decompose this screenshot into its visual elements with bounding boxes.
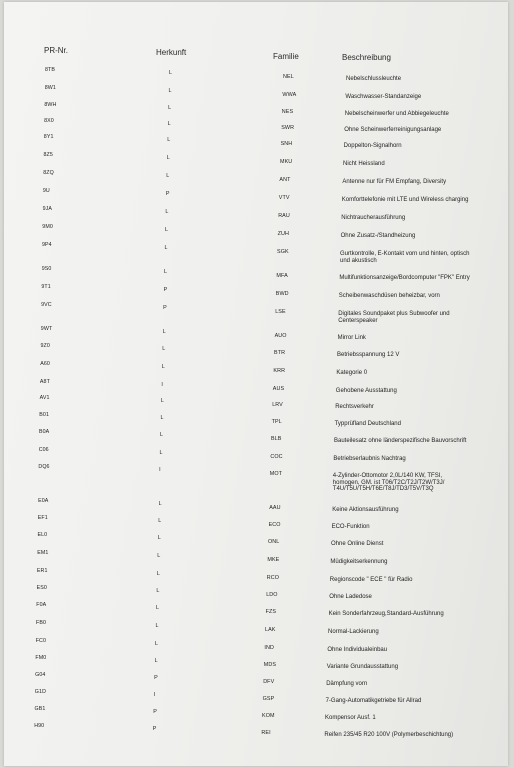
- pr-nr-cell: 8Z5: [43, 152, 53, 158]
- herkunft-cell: L: [164, 227, 168, 233]
- beschreibung-cell: ECO-Funktion: [331, 524, 370, 530]
- pr-nr-cell: 9VC: [41, 302, 52, 308]
- herkunft-cell: L: [155, 641, 159, 647]
- herkunft-cell: L: [166, 155, 170, 161]
- familie-cell: SWR: [281, 125, 295, 131]
- beschreibung-cell: Ohne Online Dienst: [331, 541, 384, 547]
- beschreibung-cell: Kompensor Ausf. 1: [325, 715, 376, 721]
- pr-nr-cell: 8Y1: [43, 134, 54, 140]
- familie-cell: DFV: [263, 679, 275, 685]
- familie-cell: FZS: [265, 609, 277, 615]
- beschreibung-cell: Ohne Zusatz-/Standheizung: [340, 233, 416, 239]
- pr-nr-cell: 9P4: [42, 242, 52, 248]
- herkunft-cell: L: [161, 364, 165, 370]
- pr-nr-cell: H90: [34, 723, 45, 729]
- pr-nr-cell: GB1: [34, 706, 46, 712]
- herkunft-cell: L: [162, 329, 166, 335]
- herkunft-cell: L: [155, 605, 159, 611]
- pr-nr-cell: F0A: [36, 602, 47, 608]
- beschreibung-cell: Antenne nur für FM Empfang, Diversity: [342, 179, 447, 185]
- familie-cell: ZUH: [277, 231, 289, 237]
- beschreibung-cell: Kein Sonderfahrzeug,Standard-Ausführung: [328, 611, 444, 617]
- familie-cell: LDO: [266, 592, 278, 598]
- familie-cell: RCO: [266, 575, 280, 581]
- beschreibung-cell: Nicht Heissland: [343, 161, 385, 167]
- beschreibung-cell: Multifunktionsanzeige/Bordcomputer "FPK" Entry: [339, 275, 470, 281]
- familie-cell: LAK: [265, 627, 276, 633]
- beschreibung-cell: Ohne Scheinwerferreinigungsanlage: [344, 127, 442, 133]
- beschreibung-cell: Gehobene Ausstattung: [335, 388, 397, 394]
- beschreibung-cell: Nebelschlussleuchte: [346, 76, 402, 82]
- herkunft-cell: L: [160, 415, 164, 421]
- pr-nr-cell: FM0: [35, 655, 47, 661]
- familie-cell: AUO: [274, 333, 287, 339]
- herkunft-cell: P: [163, 305, 167, 311]
- herkunft-cell: I: [153, 692, 156, 698]
- beschreibung-cell: Typprüfland Deutschland: [334, 421, 401, 427]
- herkunft-cell: L: [167, 137, 171, 143]
- pr-nr-cell: 8WH: [44, 102, 57, 108]
- familie-cell: KRR: [273, 368, 286, 374]
- herkunft-cell: L: [160, 398, 164, 404]
- herkunft-cell: L: [156, 571, 160, 577]
- familie-cell: NEL: [283, 74, 294, 80]
- familie-cell: MKU: [280, 159, 293, 165]
- familie-cell: AUS: [272, 386, 285, 392]
- herkunft-cell: L: [168, 105, 172, 111]
- familie-cell: WWA: [282, 92, 297, 98]
- familie-cell: TPL: [271, 419, 282, 425]
- familie-cell: ANT: [279, 177, 291, 183]
- pr-nr-cell: 9M0: [42, 224, 53, 230]
- familie-cell: KOM: [262, 713, 275, 719]
- familie-cell: RAU: [278, 213, 290, 219]
- herkunft-cell: P: [152, 726, 157, 732]
- beschreibung-cell: Doppelton-Signalhorn: [343, 143, 402, 149]
- beschreibung-cell: 4-Zylinder-Ottomotor 2,0L/140 KW, TFSI, homogen, GM. ist T06/T2C/T2J/T2W/T3J/ T4U/T5U/T5H/T6E/T8J/TD3/T5V/T3Q: [332, 473, 445, 493]
- pr-nr-cell: 9Z0: [40, 343, 50, 349]
- beschreibung-cell: Mirror Link: [337, 335, 366, 341]
- familie-cell: BLB: [271, 436, 282, 442]
- familie-cell: VTV: [278, 195, 290, 201]
- familie-cell: SNH: [280, 141, 293, 147]
- beschreibung-cell: Betriebsspannung 12 V: [337, 352, 400, 358]
- herkunft-cell: L: [154, 658, 158, 664]
- pr-nr-cell: DQ6: [38, 464, 50, 470]
- herkunft-cell: I: [161, 382, 163, 388]
- familie-cell: MKE: [267, 557, 280, 563]
- header-familie: Familie: [273, 52, 299, 61]
- pr-nr-cell: E0A: [38, 498, 49, 504]
- beschreibung-cell: Waschwasser-Standanzeige: [345, 94, 422, 100]
- pr-nr-cell: ER1: [36, 568, 48, 574]
- pr-nr-cell: ES0: [36, 585, 47, 591]
- familie-cell: ONL: [268, 539, 280, 545]
- herkunft-cell: L: [158, 518, 162, 524]
- familie-cell: AAU: [269, 505, 281, 511]
- herkunft-cell: L: [169, 70, 172, 76]
- beschreibung-cell: Variante Grundausstattung: [326, 664, 399, 670]
- pr-nr-cell: B0A: [39, 429, 50, 435]
- pr-nr-cell: EL0: [37, 532, 48, 538]
- beschreibung-cell: Rechtsverkehr: [335, 404, 374, 410]
- beschreibung-cell: Regionscode " ECE " für Radio: [329, 577, 413, 583]
- header-herkunft: Herkunft: [156, 48, 187, 57]
- herkunft-cell: L: [167, 121, 171, 127]
- beschreibung-cell: Reifen 235/45 R20 100V (Polymerbeschichtung): [324, 732, 454, 738]
- herkunft-cell: L: [166, 173, 170, 179]
- familie-cell: MFA: [276, 273, 288, 279]
- beschreibung-cell: Bauteilesatz ohne länderspezifische Bauvorschrift: [334, 438, 467, 444]
- beschreibung-cell: Komforttelefonie mit LTE und Wireless charging: [341, 197, 469, 203]
- herkunft-cell: L: [155, 623, 159, 629]
- pr-nr-cell: G1D: [34, 689, 46, 695]
- beschreibung-cell: Scheibenwaschdüsen beheizbar, vorn: [338, 293, 440, 299]
- herkunft-cell: P: [153, 709, 157, 715]
- familie-cell: BTR: [274, 350, 286, 356]
- pr-nr-cell: 8W1: [44, 85, 56, 91]
- pr-nr-cell: 9JA: [42, 206, 53, 212]
- beschreibung-cell: Digitales Soundpaket plus Subwoofer und Centerspeaker: [338, 311, 450, 324]
- herkunft-cell: L: [157, 535, 161, 541]
- herkunft-cell: I: [159, 467, 161, 473]
- familie-cell: NES: [281, 109, 294, 115]
- beschreibung-cell: Ohne Individualeinbau: [327, 647, 388, 653]
- familie-cell: MDS: [263, 662, 277, 668]
- herkunft-cell: L: [160, 432, 163, 438]
- beschreibung-cell: Nebelscheinwerfer und Abbiegeleuchte: [344, 111, 449, 117]
- pr-nr-cell: 8TB: [45, 67, 56, 73]
- beschreibung-cell: Müdigkeitserkennung: [330, 559, 388, 565]
- herkunft-cell: L: [165, 209, 169, 215]
- herkunft-cell: L: [159, 450, 163, 456]
- beschreibung-cell: Betriebserlaubnis Nachtrag: [333, 456, 406, 462]
- pr-nr-cell: 8ZQ: [43, 170, 54, 176]
- herkunft-cell: P: [154, 675, 158, 681]
- pr-nr-cell: C06: [38, 447, 49, 453]
- herkunft-cell: P: [165, 191, 170, 197]
- beschreibung-cell: Kategorie 0: [336, 370, 368, 376]
- herkunft-cell: L: [157, 553, 161, 559]
- pr-nr-cell: 9U: [42, 188, 50, 194]
- pr-nr-cell: AV1: [39, 395, 50, 401]
- header-pr-nr: PR-Nr.: [44, 46, 68, 55]
- familie-cell: LRV: [272, 402, 283, 408]
- beschreibung-cell: Dämpfung vorn: [326, 681, 368, 687]
- pr-nr-cell: EM1: [37, 550, 49, 556]
- herkunft-cell: L: [158, 501, 162, 507]
- familie-cell: COC: [270, 454, 283, 460]
- herkunft-cell: L: [162, 346, 166, 352]
- pr-nr-cell: 9WT: [40, 326, 53, 332]
- beschreibung-cell: Gurtkontrolle, E-Kontakt vorn und hinten, optisch und akustisch: [340, 251, 470, 264]
- pr-nr-cell: 8X0: [44, 118, 54, 124]
- beschreibung-cell: Ohne Ladedose: [329, 594, 372, 600]
- herkunft-cell: L: [164, 245, 168, 251]
- familie-cell: GSP: [262, 696, 275, 702]
- beschreibung-cell: Keine Aktionsausführung: [332, 507, 399, 513]
- beschreibung-cell: Nichtraucherausführung: [341, 215, 406, 221]
- pr-nr-cell: EF1: [37, 515, 48, 521]
- pr-nr-cell: FC0: [35, 638, 46, 644]
- familie-cell: BWD: [275, 291, 289, 297]
- familie-cell: LSE: [275, 309, 286, 315]
- pr-nr-cell: 9T1: [41, 284, 51, 290]
- pr-nr-cell: A60: [40, 361, 50, 367]
- herkunft-cell: L: [164, 269, 168, 275]
- herkunft-cell: P: [163, 287, 168, 293]
- familie-cell: SGK: [277, 249, 289, 255]
- beschreibung-cell: 7-Gang-Automatikgetriebe für Allrad: [325, 698, 422, 704]
- pr-nr-cell: B01: [39, 412, 50, 418]
- familie-cell: IND: [264, 645, 274, 651]
- herkunft-cell: L: [168, 88, 172, 94]
- herkunft-cell: L: [156, 588, 160, 594]
- document-page: [4, 2, 508, 766]
- pr-nr-cell: A8T: [39, 379, 50, 385]
- pr-nr-cell: FB0: [36, 620, 47, 626]
- beschreibung-cell: Normal-Lackierung: [328, 629, 379, 635]
- familie-cell: ECO: [268, 522, 281, 528]
- pr-nr-cell: G04: [35, 672, 46, 678]
- pr-nr-cell: 9S0: [41, 266, 52, 272]
- familie-cell: MOT: [269, 471, 283, 477]
- familie-cell: REI: [261, 730, 271, 736]
- header-beschreibung: Beschreibung: [342, 53, 391, 62]
